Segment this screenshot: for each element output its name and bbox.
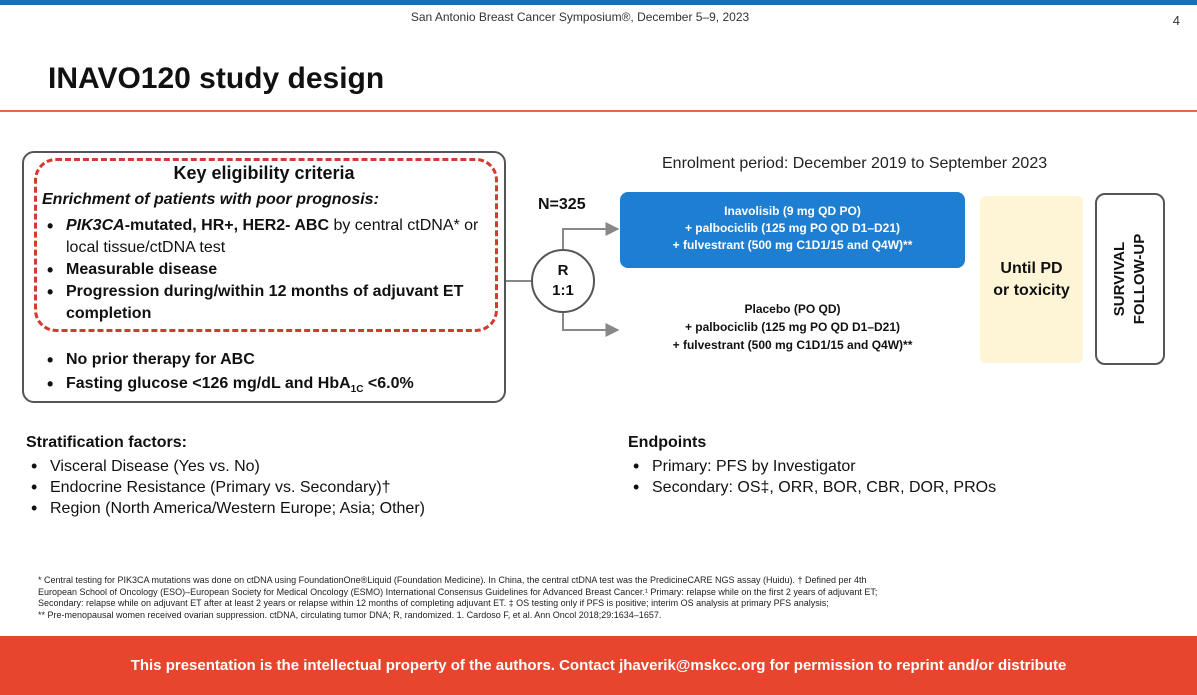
slide-number: 4 — [1172, 13, 1180, 28]
until-line1: Until PD — [1000, 259, 1063, 277]
glucose-text: Fasting glucose <126 mg/dL and HbA — [66, 375, 351, 392]
arrow-to-placebo-arm — [563, 313, 618, 330]
survival-line2: FOLLOW-UP — [1131, 233, 1148, 325]
copyright-text: This presentation is the intellectual property of the authors. Contact jhaverik@mskcc.org for permission to reprint and/or distribute — [130, 657, 1067, 674]
conference-header: San Antonio Breast Cancer Symposium®, December 5–9, 2023 — [410, 10, 750, 24]
arm2-line3: + fulvestrant (500 mg C1D1/15 and Q4W)** — [672, 338, 913, 352]
survival-follow-up-box — [1095, 193, 1165, 365]
inavolisib-arm-box — [620, 192, 965, 268]
stratification-item: • Endocrine Resistance (Primary vs. Secondary)† — [26, 477, 425, 498]
stratification-item: • Region (North America/Western Europe; Asia; Other) — [26, 498, 425, 519]
endpoints-heading: Endpoints — [628, 434, 707, 451]
arm1-line3: + fulvestrant (500 mg C1D1/15 and Q4W)** — [672, 238, 913, 252]
until-pd-box — [980, 196, 1083, 363]
criterion-measurable: • Measurable disease — [42, 259, 482, 281]
slide-title: INAVO120 study design — [48, 62, 385, 95]
randomization-ratio: 1:1 — [552, 282, 574, 299]
footnotes — [38, 575, 1163, 621]
enrolment-period: Enrolment period: December 2019 to September 2023 — [662, 155, 1048, 172]
arrow-to-inavolisib-arm — [563, 229, 618, 249]
stratification-heading: Stratification factors: — [26, 434, 187, 451]
pik3ca-gene: PIK3CA — [66, 217, 125, 234]
endpoint-item: • Secondary: OS‡, ORR, BOR, CBR, DOR, PROs — [628, 477, 996, 498]
placebo-arm-box — [620, 300, 965, 360]
criterion-progression: • Progression during/within 12 months of adjuvant ET completion — [42, 281, 482, 325]
arm2-line2: + palbociclib (125 mg PO QD D1–D21) — [684, 320, 901, 334]
footnote-line: Secondary: relapse while on adjuvant ET after at least 2 years or relapse within 12 months of completing adjuvant ET. ‡ OS testing only if PFS is positive; interim OS analysis at primary PFS analysis; — [38, 598, 829, 608]
pik3ca-status: -mutated, HR+, HER2- ABC — [124, 217, 329, 234]
randomization-label: R — [557, 262, 569, 279]
glucose-subscript: 1C — [350, 384, 364, 396]
arm1-line1: Inavolisib (9 mg QD PO) — [724, 204, 861, 218]
footnote-line: European School of Oncology (ESO)–European Society for Medical Oncology (ESMO) International Consensus Guidelines for Advanced Breast Cancer.¹ Primary: relapse while on the first 2 years of adjuvant ET; — [38, 586, 878, 597]
sample-size-label: N=325 — [538, 196, 586, 213]
eligibility-title: Key eligibility criteria — [173, 163, 355, 183]
endpoint-item: • Primary: PFS by Investigator — [628, 456, 996, 477]
footnote-line: * Central testing for PIK3CA mutations was done on ctDNA using FoundationOne®Liquid (Foundation Medicine). In China, the central ctDNA test was the PredicineCARE NGS assay (Huidu). † Defined per 4th — [38, 575, 867, 585]
endpoints-list — [628, 456, 996, 498]
footnote-line: ** Pre-menopausal women received ovarian suppression. ctDNA, circulating tumor DNA; R, randomized. 1. Cardoso F, et al. Ann Oncol 2018;29:1634–1657. — [38, 609, 662, 620]
randomization-circle — [531, 249, 595, 313]
arm1-line2: + palbociclib (125 mg PO QD D1–D21) — [684, 221, 901, 235]
glucose-threshold: <6.0% — [363, 375, 414, 392]
pik3ca-test: by central ctDNA* or local tissue/ctDNA test — [66, 217, 479, 256]
criterion-no-prior: • No prior therapy for ABC — [42, 348, 492, 372]
enrichment-heading: Enrichment of patients with poor prognosis: — [42, 191, 379, 208]
until-line2: or toxicity — [993, 281, 1070, 299]
survival-label — [1110, 234, 1150, 325]
stratification-item: • Visceral Disease (Yes vs. No) — [26, 456, 425, 477]
survival-line1: SURVIVAL — [1111, 241, 1128, 317]
arm2-line1: Placebo (PO QD) — [744, 302, 841, 316]
stratification-list — [26, 456, 425, 519]
